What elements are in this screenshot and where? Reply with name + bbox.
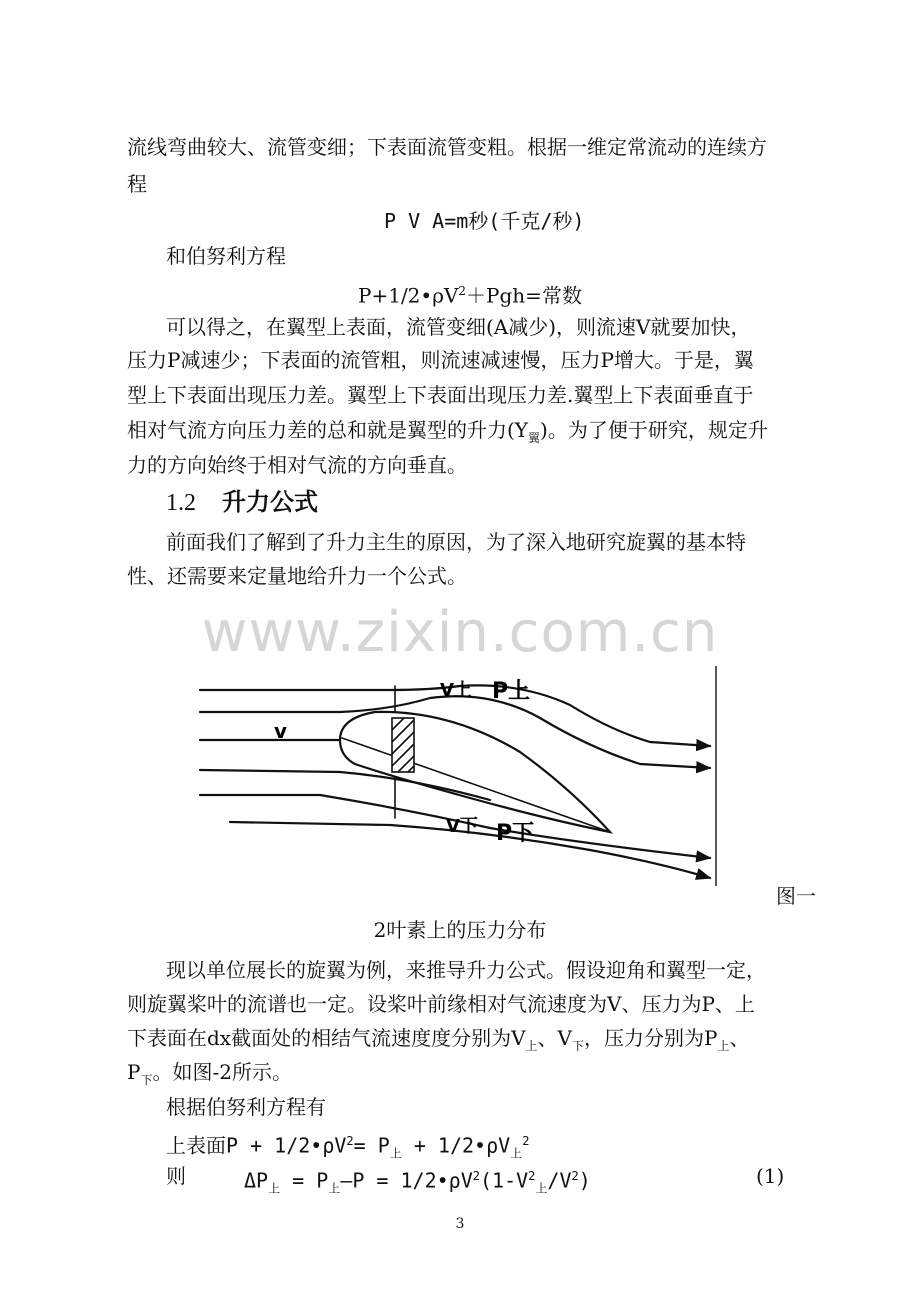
text-part: 相对气流方向压力差的总和就是翼型的升力(Y <box>127 418 529 442</box>
eq-sub: 上 <box>389 1146 402 1161</box>
eq-sub: 上 <box>510 1146 523 1161</box>
eq-part: ＋Pgh=常数 <box>466 283 582 308</box>
para1-line2: 程 <box>127 172 147 196</box>
eq-part: + 1/2•ρV <box>401 1133 511 1158</box>
section-title: 升力公式 <box>222 488 318 516</box>
text-sub: 上 <box>717 1039 730 1053</box>
eq-sup: 2 <box>346 1134 354 1148</box>
para3-line1: 前面我们了解到了升力主生的原因，为了深入地研究旋翼的基本特 <box>166 530 746 554</box>
then-word: 则 <box>166 1164 186 1188</box>
eq-sub: 上 <box>268 1181 281 1196</box>
para4-line4 <box>127 1058 292 1094</box>
eq-part: P+1/2•ρV <box>358 283 459 308</box>
para2-line5: 力的方向始终于相对气流的方向垂直。 <box>127 453 467 477</box>
text-sub: 翼 <box>528 431 541 445</box>
para4-line2: 则旋翼桨叶的流谱也一定。设桨叶前缘相对气流速度为V、压力为P、上 <box>127 992 755 1016</box>
eq-sup: 2 <box>571 1169 579 1183</box>
airfoil-outline <box>340 712 610 832</box>
continuity-equation: P V A=m秒(千克/秒) <box>384 209 585 233</box>
text-part: )。为了便于研究，规定升 <box>540 418 768 442</box>
watermark: www.zixin.com.cn <box>201 600 719 665</box>
para1-line1: 流线弯曲较大、流管变细；下表面流管变粗。根据一维定常流动的连续方 <box>127 135 767 159</box>
text-part: ，压力分别为P <box>584 1026 718 1050</box>
section-number: 1.2 <box>166 490 196 516</box>
para4-line1: 现以单位展长的旋翼为例，来推导升力公式。假设迎角和翼型一定， <box>166 958 766 982</box>
para2-line2: 压力P减速少；下表面的流管粗，则流速减速慢，压力P增大。于是，翼 <box>127 348 754 372</box>
text-sub: 上 <box>525 1039 538 1053</box>
bernoulli-has: 根据伯努利方程有 <box>166 1095 326 1119</box>
eq-sup: 2 <box>522 1134 530 1148</box>
eq-sub: 上 <box>535 1181 548 1196</box>
section-heading <box>166 486 318 519</box>
eq-part: (1-V <box>479 1168 529 1193</box>
para2-line3: 型上下表面出现压力差。翼型上下表面出现压力差.翼型上下表面垂直于 <box>127 383 754 407</box>
text-part: 、V <box>537 1026 572 1050</box>
eq-part: /V <box>547 1168 572 1193</box>
eq-part: ) <box>578 1168 591 1193</box>
eq-sup: 2 <box>472 1169 480 1183</box>
eq-part: 上表面P + 1/2•ρV <box>166 1133 347 1158</box>
bernoulli-equation <box>358 277 582 310</box>
para4-line3 <box>127 1024 750 1060</box>
eq-part: = P <box>280 1168 329 1193</box>
text-part: 。如图-2所示。 <box>152 1060 292 1084</box>
eq-sup: 2 <box>528 1169 536 1183</box>
label-v-upper: V上 <box>440 680 472 701</box>
label-p-lower: P下 <box>496 821 535 846</box>
airfoil-figure <box>190 660 730 892</box>
label-p-upper: P上 <box>492 679 531 704</box>
para3-line2: 性、还需要来定量地给升力一个公式。 <box>127 564 467 588</box>
para2-line1: 可以得之，在翼型上表面，流管变细(A减少)，则流速V就要加快， <box>166 315 751 339</box>
label-v: v <box>274 719 288 743</box>
eq-sub: 上 <box>328 1181 341 1196</box>
eq-part: = P <box>353 1133 390 1158</box>
figure-label: 图一 <box>776 884 816 908</box>
text-sub: 下 <box>140 1073 153 1087</box>
text-part: 下表面在dx截面处的相结气流速度度分别为V <box>127 1026 526 1050</box>
delta-p-equation <box>244 1162 591 1203</box>
eq-part: —P = 1/2•ρV <box>340 1168 473 1193</box>
eq-sup: 2 <box>458 284 467 298</box>
equation-number: (1) <box>756 1164 785 1188</box>
figure-caption: 2叶素上的压力分布 <box>373 918 547 942</box>
para2-line4 <box>127 416 768 452</box>
page-number: 3 <box>455 1216 465 1232</box>
bernoulli-intro: 和伯努利方程 <box>166 244 286 268</box>
text-part: P <box>127 1060 141 1084</box>
text-part: 、 <box>729 1026 750 1050</box>
label-v-lower: V下 <box>446 816 478 837</box>
text-sub: 下 <box>572 1039 585 1053</box>
eq-part: ΔP <box>244 1168 269 1193</box>
